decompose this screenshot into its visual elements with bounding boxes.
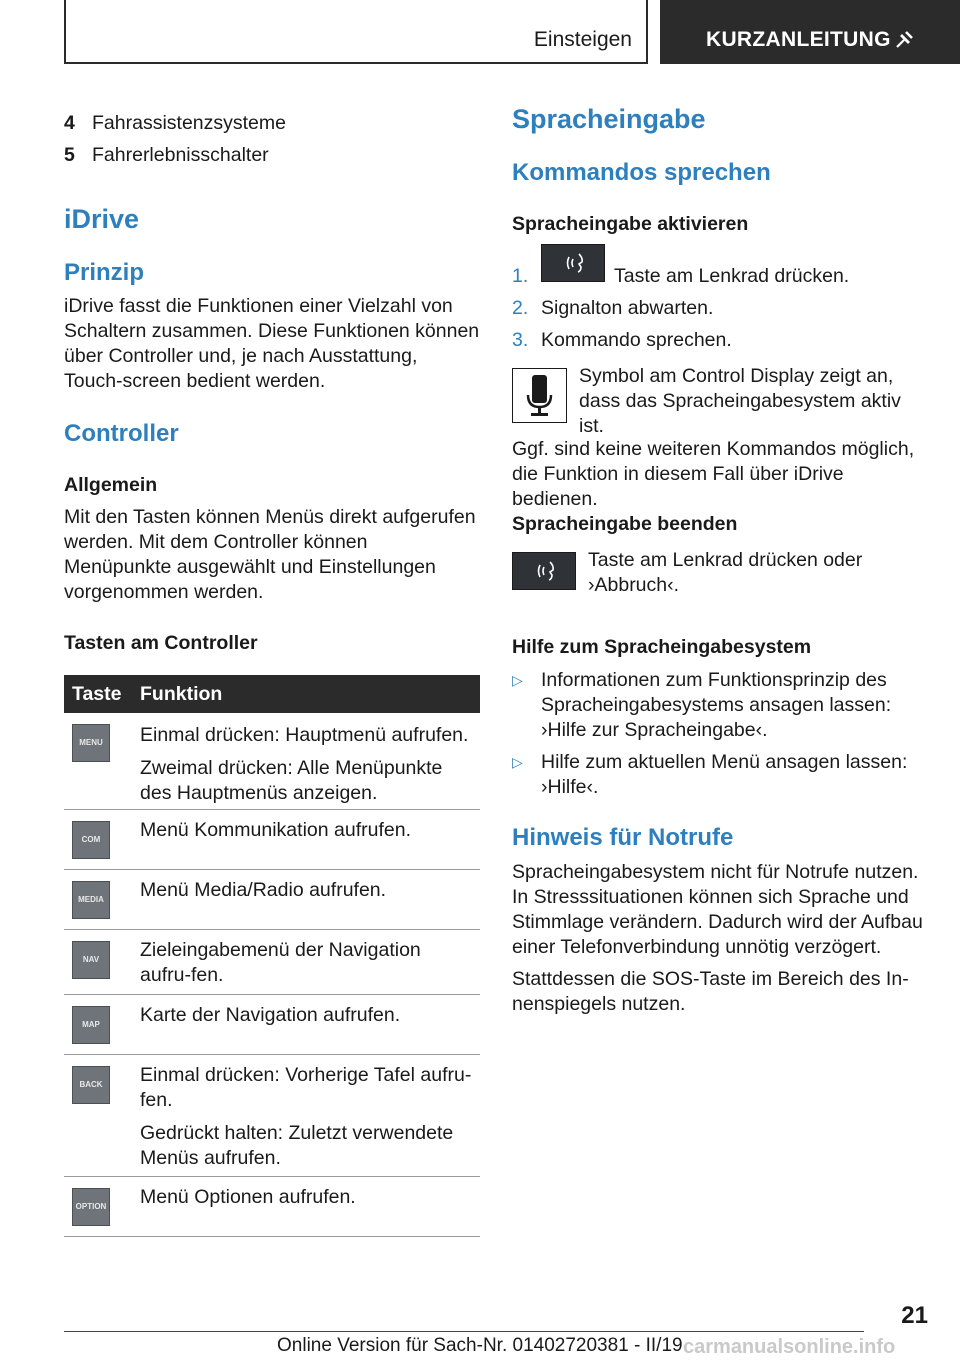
- column-header-taste: Taste: [72, 683, 122, 705]
- nav-key-icon: NAV: [72, 941, 110, 979]
- map-key-icon: MAP: [72, 1006, 110, 1044]
- table-row: BACK Einmal drücken: Vorherige Tafel aufru‐fen. Gedrückt halten: Zuletzt verwendete Menüs aufrufen.: [64, 1055, 480, 1177]
- table-row: MENU Einmal drücken: Hauptmenü aufrufen. Zweimal drücken: Alle Menüpunkte des Hauptmenüs anzeigen.: [64, 713, 480, 810]
- notruf-heading: Hinweis für Notrufe: [512, 824, 734, 851]
- spracheingabe-heading: Spracheingabe: [512, 104, 706, 134]
- triangle-bullet-icon: ▷: [512, 672, 523, 688]
- voice-button-icon: [541, 244, 605, 282]
- controller-keys-table: [64, 675, 480, 1237]
- help-heading: Hilfe zum Spracheingabesystem: [512, 636, 812, 658]
- option-key-icon: OPTION: [72, 1188, 110, 1226]
- allgemein-heading: Allgemein: [64, 474, 158, 496]
- footer-divider: [64, 1331, 864, 1332]
- prinzip-text: iDrive fasst die Funktionen einer Vielzahl von Schaltern zusammen. Diese Funktionen können über Controller und, je nach Ausstattung, Touch‐screen bedient werden.: [64, 295, 480, 392]
- watermark: carmanualsonline.info: [683, 1336, 896, 1358]
- voice-button-icon: [512, 552, 576, 590]
- back-key-icon: BACK: [72, 1066, 110, 1104]
- prinzip-heading: Prinzip: [64, 259, 145, 286]
- sos-text: Stattdessen die SOS-Taste im Bereich des In‐nenspiegels nutzen.: [512, 968, 909, 1015]
- end-text: Taste am Lenkrad drücken oder ›Abbruch‹.: [588, 549, 863, 596]
- allgemein-text: Mit den Tasten können Menüs direkt aufgerufen werden. Mit dem Controller können Menüpunkte ausgewählt und Einstellungen vorgenommen werden.: [64, 506, 476, 603]
- section-title: Einsteigen: [533, 28, 632, 51]
- table-row: MAP Karte der Navigation aufrufen.: [64, 995, 480, 1055]
- table-row: MEDIA Menü Media/Radio aufrufen.: [64, 870, 480, 930]
- table-row: NAV Zieleingabemenü der Navigation aufru‐fen.: [64, 930, 480, 995]
- tasten-heading: Tasten am Controller: [64, 632, 258, 654]
- chapter-tab: [660, 0, 960, 64]
- menu-key-icon: MENU: [72, 724, 110, 762]
- microphone-icon: [512, 368, 567, 423]
- triangle-bullet-icon: ▷: [512, 754, 523, 770]
- notruf-text: Spracheingabesystem nicht für Notrufe nutzen. In Stresssituationen können sich Sprache und Stimmlage verändern. Dadurch wird der Aufbau einer Telefonverbindung unnötig verzögert.: [512, 861, 923, 958]
- pin-icon: [892, 28, 916, 52]
- controller-heading: Controller: [64, 420, 179, 447]
- ggf-text: Ggf. sind keine weiteren Kommandos möglich, die Funktion in diesem Fall über iDrive bedienen.: [512, 438, 915, 510]
- list-item: 4 Fahrassistenzsysteme: [64, 112, 286, 134]
- activate-heading: Spracheingabe aktivieren: [512, 213, 749, 235]
- table-header: [64, 675, 480, 713]
- table-row: COM Menü Kommunikation aufrufen.: [64, 810, 480, 870]
- symbol-text: Symbol am Control Display zeigt an, dass das Spracheingabesystem aktiv ist.: [579, 365, 901, 437]
- kommandos-heading: Kommandos sprechen: [512, 159, 771, 186]
- idrive-heading: iDrive: [64, 204, 140, 234]
- chapter-title: KURZANLEITUNG: [706, 28, 891, 51]
- page-number: 21: [901, 1302, 928, 1329]
- media-key-icon: MEDIA: [72, 881, 110, 919]
- header-section-box: [64, 0, 648, 64]
- online-version-text: Online Version für Sach-Nr. 01402720381 - II/19: [277, 1335, 683, 1356]
- list-item: 5 Fahrerlebnisschalter: [64, 144, 269, 166]
- column-header-funktion: Funktion: [140, 683, 223, 705]
- com-key-icon: COM: [72, 821, 110, 859]
- end-heading: Spracheingabe beenden: [512, 513, 738, 535]
- table-row: OPTION Menü Optionen aufrufen.: [64, 1177, 480, 1237]
